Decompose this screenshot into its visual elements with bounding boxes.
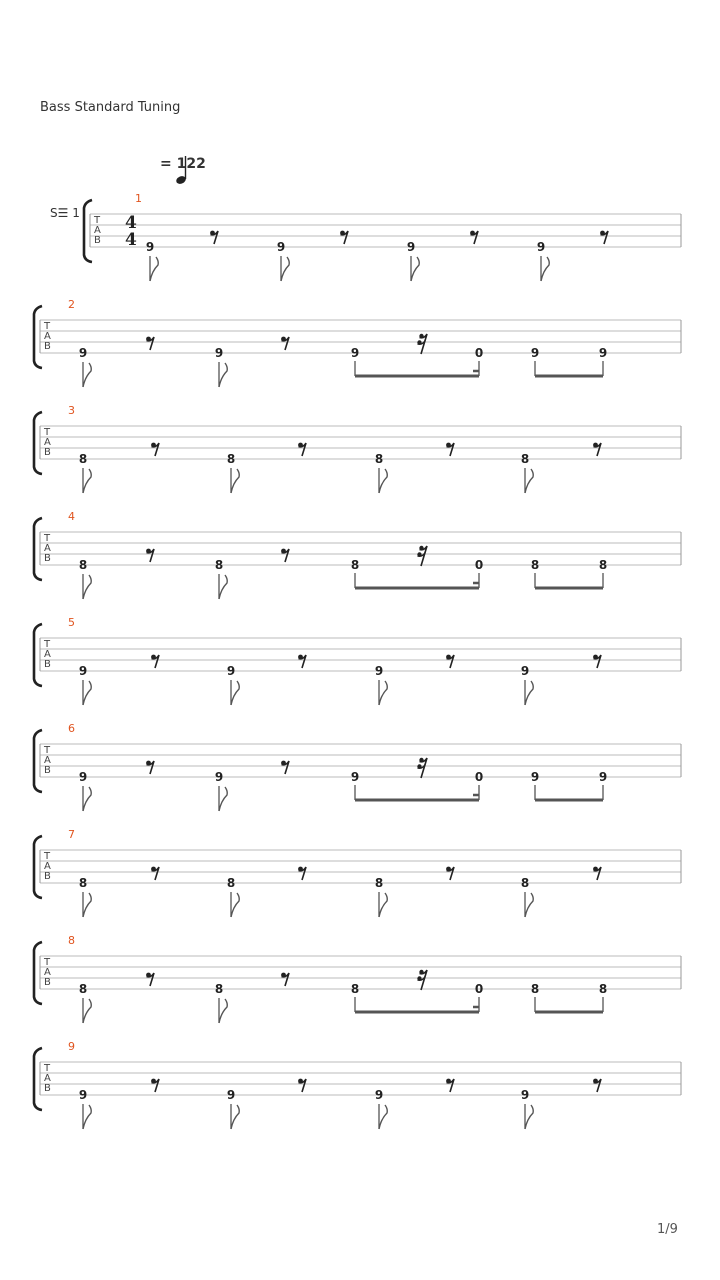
tab-letter: B bbox=[44, 553, 51, 564]
eighth-rest bbox=[151, 867, 159, 880]
eighth-rest bbox=[146, 761, 154, 774]
eighth-note-flag bbox=[83, 362, 91, 387]
eighth-note-flag bbox=[83, 892, 91, 917]
tab-letter: A bbox=[44, 1073, 51, 1084]
eighth-note-flag bbox=[525, 892, 533, 917]
eighth-rest bbox=[298, 655, 306, 668]
eighth-rest bbox=[151, 443, 159, 456]
tab-letter: A bbox=[44, 437, 51, 448]
system-bracket bbox=[34, 836, 42, 898]
fret-number: 8 bbox=[226, 876, 236, 890]
tab-letter: A bbox=[44, 649, 51, 660]
eighth-rest bbox=[281, 337, 289, 350]
tab-letter: B bbox=[44, 765, 51, 776]
eighth-rest bbox=[470, 231, 478, 244]
eighth-rest bbox=[446, 1079, 454, 1092]
fret-number: 0 bbox=[474, 770, 484, 784]
fret-number: 0 bbox=[474, 558, 484, 572]
tab-letter: A bbox=[44, 967, 51, 978]
fret-number: 0 bbox=[474, 982, 484, 996]
eighth-note-flag bbox=[411, 256, 419, 281]
fret-number: 9 bbox=[598, 346, 608, 360]
fret-number: 8 bbox=[214, 558, 224, 572]
fret-number: 9 bbox=[78, 664, 88, 678]
measure-number: 9 bbox=[68, 1040, 75, 1053]
eighth-rest bbox=[151, 1079, 159, 1092]
tab-letter: T bbox=[44, 321, 51, 332]
eighth-note-flag bbox=[83, 786, 91, 811]
eighth-rest bbox=[281, 761, 289, 774]
eighth-rest bbox=[298, 1079, 306, 1092]
eighth-rest bbox=[151, 655, 159, 668]
fret-number: 9 bbox=[78, 1088, 88, 1102]
fret-number: 9 bbox=[78, 770, 88, 784]
sixteenth-rest bbox=[417, 334, 427, 354]
tab-letter: B bbox=[94, 235, 101, 246]
system-bracket bbox=[34, 412, 42, 474]
eighth-note-flag bbox=[525, 1104, 533, 1129]
fret-number: 9 bbox=[406, 240, 416, 254]
track-label: S☰ 1 bbox=[50, 206, 80, 220]
sixteenth-rest bbox=[417, 970, 427, 990]
measure-number: 2 bbox=[68, 298, 75, 311]
fret-number: 9 bbox=[214, 770, 224, 784]
sixteenth-rest bbox=[417, 758, 427, 778]
fret-number: 9 bbox=[530, 770, 540, 784]
measure-number: 5 bbox=[68, 616, 75, 629]
page-number: 1/9 bbox=[657, 1222, 678, 1237]
eighth-rest bbox=[210, 231, 218, 244]
tab-letter: B bbox=[44, 659, 51, 670]
eighth-rest bbox=[146, 549, 154, 562]
system-bracket bbox=[34, 942, 42, 1004]
fret-number: 9 bbox=[598, 770, 608, 784]
tab-letter: T bbox=[44, 957, 51, 968]
tab-letter: T bbox=[44, 1063, 51, 1074]
eighth-note-flag bbox=[231, 468, 239, 493]
eighth-rest bbox=[600, 231, 608, 244]
system-bracket bbox=[34, 730, 42, 792]
fret-number: 9 bbox=[520, 664, 530, 678]
measure-number: 3 bbox=[68, 404, 75, 417]
eighth-rest bbox=[593, 867, 601, 880]
system-bracket bbox=[34, 518, 42, 580]
fret-number: 9 bbox=[226, 664, 236, 678]
fret-number: 8 bbox=[226, 452, 236, 466]
tab-letter: A bbox=[44, 543, 51, 554]
time-signature-top: 4 bbox=[125, 213, 137, 233]
fret-number: 9 bbox=[350, 770, 360, 784]
fret-number: 9 bbox=[226, 1088, 236, 1102]
eighth-note-flag bbox=[219, 574, 227, 599]
fret-number: 9 bbox=[374, 1088, 384, 1102]
fret-number: 9 bbox=[276, 240, 286, 254]
tab-letter: B bbox=[44, 871, 51, 882]
tab-letter: T bbox=[94, 215, 101, 226]
eighth-rest bbox=[281, 973, 289, 986]
eighth-rest bbox=[340, 231, 348, 244]
tab-letter: T bbox=[44, 533, 51, 544]
measure-number: 8 bbox=[68, 934, 75, 947]
fret-number: 9 bbox=[214, 346, 224, 360]
tab-letter: T bbox=[44, 639, 51, 650]
fret-number: 9 bbox=[145, 240, 155, 254]
fret-number: 8 bbox=[214, 982, 224, 996]
fret-number: 8 bbox=[350, 982, 360, 996]
eighth-rest bbox=[146, 973, 154, 986]
eighth-note-flag bbox=[281, 256, 289, 281]
eighth-note-flag bbox=[83, 468, 91, 493]
tab-letter: A bbox=[94, 225, 101, 236]
tab-letter: B bbox=[44, 1083, 51, 1094]
eighth-note-flag bbox=[231, 892, 239, 917]
fret-number: 8 bbox=[374, 876, 384, 890]
eighth-note-flag bbox=[150, 256, 158, 281]
tab-letter: A bbox=[44, 331, 51, 342]
sixteenth-rest bbox=[417, 546, 427, 566]
eighth-note-flag bbox=[379, 1104, 387, 1129]
tempo-marking: = 122 bbox=[160, 156, 206, 172]
eighth-note-flag bbox=[219, 998, 227, 1023]
eighth-note-flag bbox=[379, 680, 387, 705]
eighth-note-flag bbox=[219, 362, 227, 387]
system-bracket bbox=[34, 1048, 42, 1110]
fret-number: 9 bbox=[78, 346, 88, 360]
fret-number: 9 bbox=[374, 664, 384, 678]
tuning-label: Bass Standard Tuning bbox=[40, 100, 181, 115]
fret-number: 8 bbox=[78, 452, 88, 466]
tab-letter: B bbox=[44, 977, 51, 988]
eighth-note-flag bbox=[83, 680, 91, 705]
measure-number: 4 bbox=[68, 510, 75, 523]
fret-number: 8 bbox=[350, 558, 360, 572]
eighth-note-flag bbox=[219, 786, 227, 811]
eighth-rest bbox=[593, 443, 601, 456]
fret-number: 9 bbox=[536, 240, 546, 254]
fret-number: 8 bbox=[78, 558, 88, 572]
eighth-rest bbox=[146, 337, 154, 350]
eighth-rest bbox=[446, 443, 454, 456]
eighth-rest bbox=[298, 867, 306, 880]
time-signature-bottom: 4 bbox=[125, 230, 137, 250]
eighth-note-flag bbox=[541, 256, 549, 281]
tab-letter: A bbox=[44, 861, 51, 872]
eighth-note-flag bbox=[83, 998, 91, 1023]
fret-number: 8 bbox=[598, 558, 608, 572]
measure-number: 1 bbox=[135, 192, 142, 205]
eighth-note-flag bbox=[525, 468, 533, 493]
measure-number: 6 bbox=[68, 722, 75, 735]
tab-letter: A bbox=[44, 755, 51, 766]
eighth-note-flag bbox=[525, 680, 533, 705]
system-bracket bbox=[84, 200, 92, 262]
fret-number: 8 bbox=[374, 452, 384, 466]
tab-letter: T bbox=[44, 427, 51, 438]
eighth-note-flag bbox=[379, 892, 387, 917]
eighth-rest bbox=[446, 655, 454, 668]
fret-number: 9 bbox=[520, 1088, 530, 1102]
fret-number: 8 bbox=[78, 876, 88, 890]
eighth-rest bbox=[593, 655, 601, 668]
eighth-rest bbox=[281, 549, 289, 562]
fret-number: 8 bbox=[520, 452, 530, 466]
fret-number: 8 bbox=[520, 876, 530, 890]
eighth-rest bbox=[593, 1079, 601, 1092]
eighth-note-flag bbox=[231, 680, 239, 705]
system-bracket bbox=[34, 306, 42, 368]
eighth-note-flag bbox=[83, 574, 91, 599]
measure-number: 7 bbox=[68, 828, 75, 841]
fret-number: 8 bbox=[598, 982, 608, 996]
tab-letter: T bbox=[44, 851, 51, 862]
eighth-note-flag bbox=[83, 1104, 91, 1129]
fret-number: 9 bbox=[350, 346, 360, 360]
fret-number: 8 bbox=[530, 558, 540, 572]
tab-letter: T bbox=[44, 745, 51, 756]
eighth-note-flag bbox=[231, 1104, 239, 1129]
eighth-rest bbox=[298, 443, 306, 456]
fret-number: 8 bbox=[530, 982, 540, 996]
system-bracket bbox=[34, 624, 42, 686]
eighth-rest bbox=[446, 867, 454, 880]
fret-number: 0 bbox=[474, 346, 484, 360]
eighth-note-flag bbox=[379, 468, 387, 493]
fret-number: 9 bbox=[530, 346, 540, 360]
tab-letter: B bbox=[44, 447, 51, 458]
fret-number: 8 bbox=[78, 982, 88, 996]
tab-letter: B bbox=[44, 341, 51, 352]
